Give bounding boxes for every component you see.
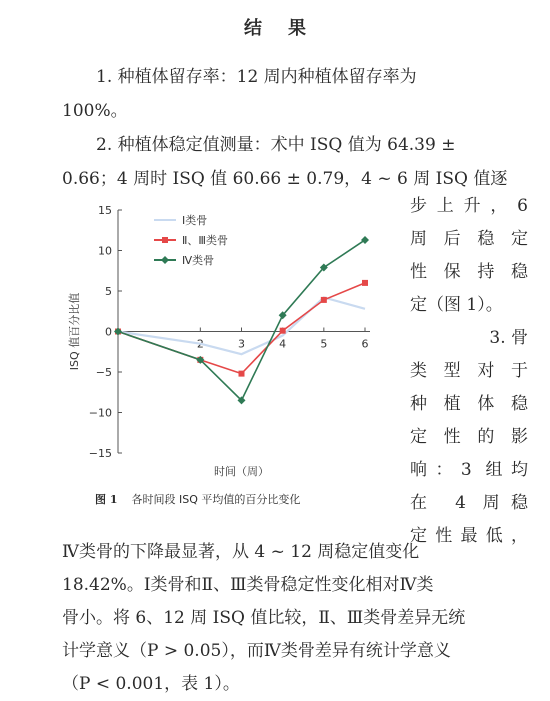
x-tick-label: 5 xyxy=(320,337,328,351)
y-tick-label: −15 xyxy=(88,447,112,460)
section-heading: 结果 xyxy=(244,18,332,39)
paragraph-1-line-2: 100%。 xyxy=(62,101,128,121)
side-line: 定（图 1）。 xyxy=(410,295,503,315)
isq-line-chart xyxy=(60,190,400,520)
paragraph-2-line-1: 2. 种植体稳定值测量：术中 ISQ 值为 64.39 ± xyxy=(96,135,456,155)
y-tick-label: −10 xyxy=(88,406,112,420)
y-tick-label: 0 xyxy=(105,325,112,339)
side-line: 性保持稳 xyxy=(410,262,528,282)
bottom-line: 骨小。将 6、12 周 ISQ 值比较，Ⅱ、Ⅲ类骨差异无统 xyxy=(62,608,466,628)
side-line: 定性的影 xyxy=(410,427,528,447)
legend-marker-square xyxy=(162,237,168,243)
x-tick-label: 3 xyxy=(238,337,245,351)
side-line: 定性最低， xyxy=(410,526,528,546)
y-tick-label: 5 xyxy=(105,285,112,298)
data-point-square xyxy=(239,371,245,377)
y-tick-label: 15 xyxy=(98,204,112,217)
y-tick-label: 10 xyxy=(98,244,112,258)
chart-legend xyxy=(154,213,228,267)
side-line: 3. 骨 xyxy=(489,328,528,348)
chart-series xyxy=(114,236,369,404)
side-line: 响：3 组均 xyxy=(410,460,528,480)
data-point-square xyxy=(362,280,368,286)
side-line: 在 4 周稳 xyxy=(410,493,528,513)
x-tick-label: 4 xyxy=(279,337,287,351)
x-tick-label: 2 xyxy=(196,337,204,351)
side-text-column xyxy=(410,190,528,553)
side-line: 种植体稳 xyxy=(410,394,528,414)
side-line: 步上升，6 xyxy=(410,196,528,216)
data-point-square xyxy=(321,297,327,303)
figure-number: 图 1 xyxy=(95,493,118,506)
legend-label: Ⅰ类骨 xyxy=(182,214,208,227)
side-line: 周后稳定 xyxy=(410,229,528,249)
figure-caption xyxy=(95,491,375,507)
side-line: 类型对于 xyxy=(410,361,528,381)
x-tick-label: 6 xyxy=(361,337,369,351)
paragraph-2-line-2: 0.66；4 周时 ISQ 值 60.66 ± 0.79，4 ~ 6 周 ISQ 值逐 xyxy=(62,169,508,189)
y-tick-label: −5 xyxy=(95,366,112,379)
bottom-line: 18.42%。Ⅰ类骨和Ⅱ、Ⅲ类骨稳定性变化相对Ⅳ类 xyxy=(62,575,434,595)
bottom-paragraph xyxy=(62,536,526,701)
bottom-line: （P < 0.001，表 1）。 xyxy=(62,674,240,694)
legend-label: Ⅱ、Ⅲ类骨 xyxy=(182,234,228,247)
bottom-line: 计学意义（P > 0.05），而Ⅳ类骨差异有统计学意义 xyxy=(62,641,451,661)
paragraph-1-line-1: 1. 种植体留存率：12 周内种植体留存率为 xyxy=(96,67,417,87)
y-axis-label: ISQ 值百分比值 xyxy=(68,292,81,371)
data-point-square xyxy=(280,328,286,334)
legend-marker-diamond xyxy=(161,256,169,264)
legend-label: Ⅳ类骨 xyxy=(182,254,215,267)
bottom-line: Ⅳ类骨的下降最显著，从 4 ~ 12 周稳定值变化 xyxy=(62,542,420,562)
figure-caption-text: 各时间段 ISQ 平均值的百分比变化 xyxy=(131,493,301,506)
x-axis-label: 时间（周） xyxy=(214,465,269,478)
